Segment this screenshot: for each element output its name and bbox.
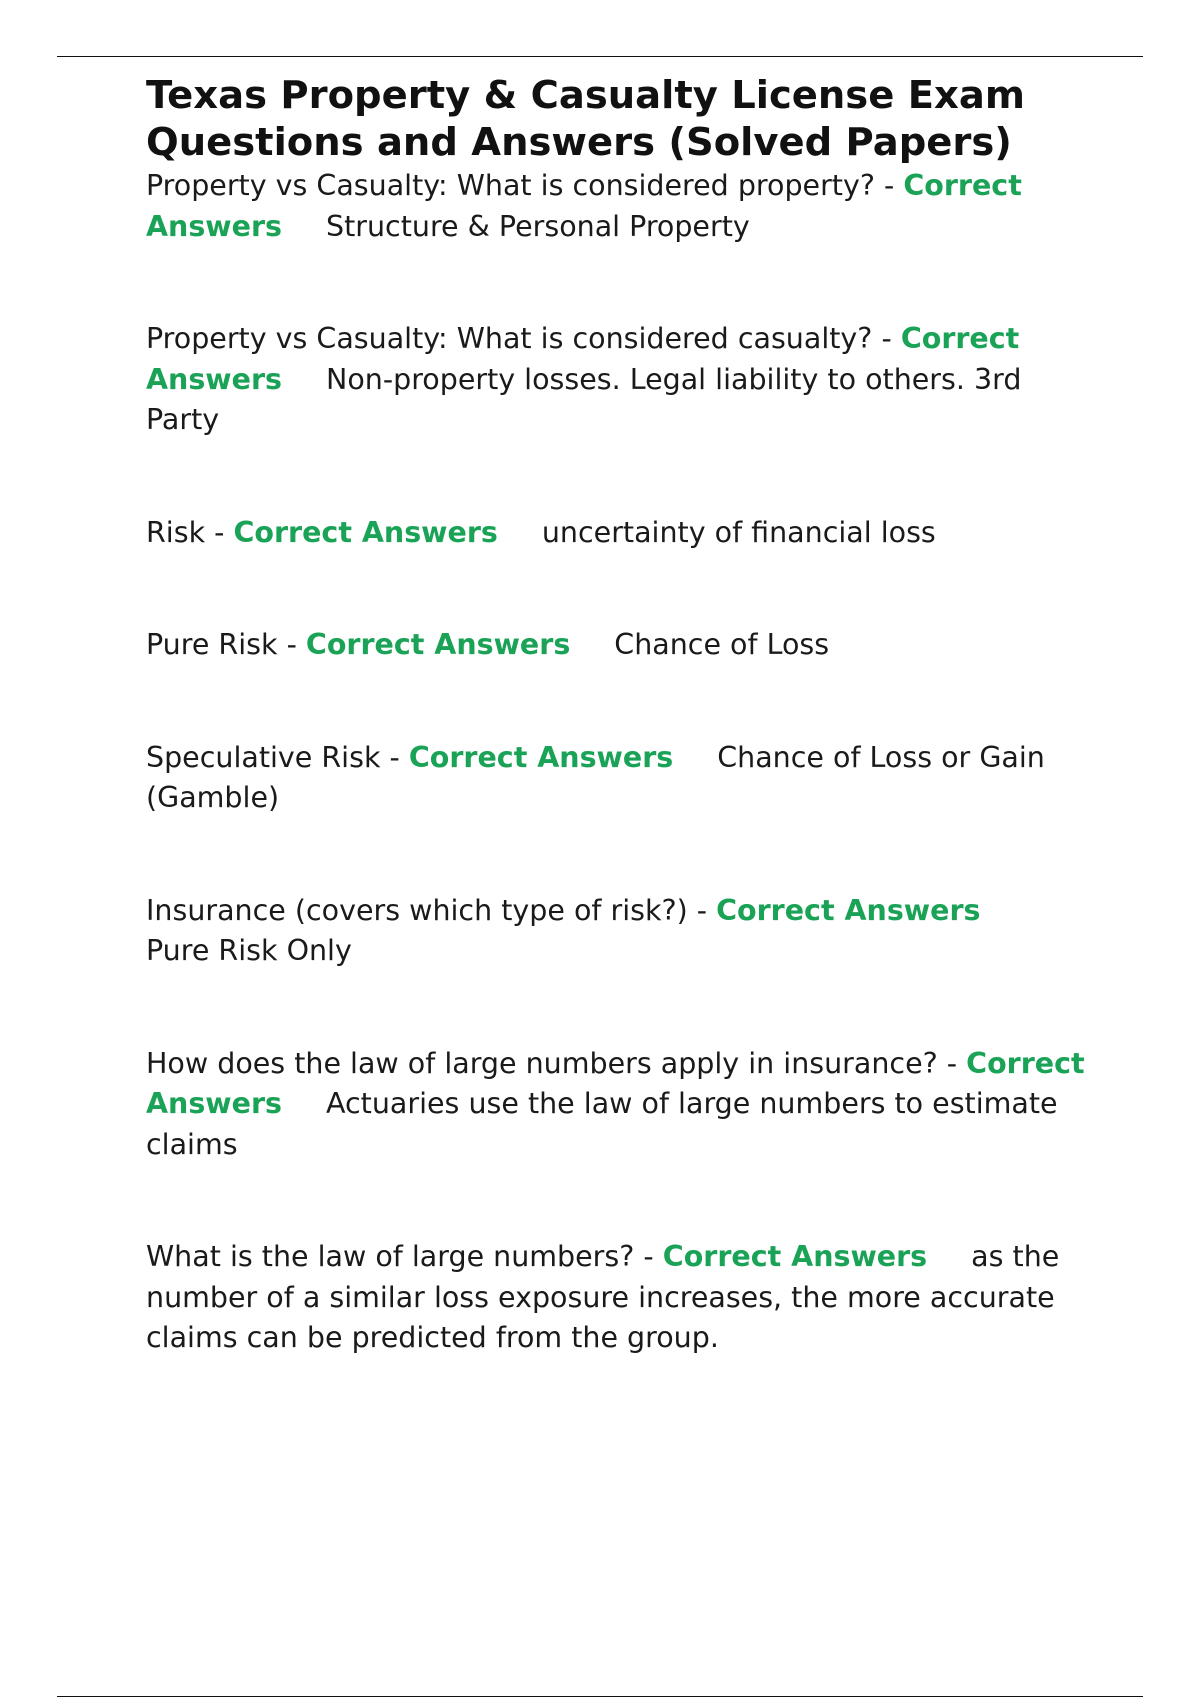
question-text: What is the law of large numbers?	[146, 1240, 635, 1273]
answer-text: Pure Risk Only	[146, 934, 352, 967]
qa-item: Property vs Casualty: What is considered casualty? - Correct Answers Non-property losses. Legal liability to others. 3rd Party	[146, 322, 1022, 436]
question-text: Risk	[146, 515, 206, 549]
correct-answers-label: Correct Answers	[146, 1046, 1085, 1120]
question-text: Insurance (covers which type of risk?)	[146, 893, 688, 927]
correct-answers-label: Correct Answers	[146, 169, 1022, 243]
answer-text: Actuaries use the law of large numbers to estimate claims	[146, 1087, 1058, 1161]
qa-item: How does the law of large numbers apply in insurance? - Correct Answers Actuaries use the law of large numbers to estimate claims	[146, 1046, 1085, 1161]
question-text: Pure Risk	[146, 628, 278, 661]
correct-answers-label: Correct Answers	[233, 515, 498, 549]
question-text: Property vs Casualty: What is considered property?	[146, 169, 875, 202]
qa-item: What is the law of large numbers? - Correct Answers as the number of a similar loss exposure increases, the more accurate claims can be predicted from the group.	[146, 1240, 1060, 1354]
answer-text: Chance of Loss or Gain (Gamble)	[146, 740, 1045, 814]
question-text: How does the law of large numbers apply in insurance?	[146, 1046, 938, 1080]
qa-item: Speculative Risk - Correct Answers Chance of Loss or Gain (Gamble)	[146, 740, 1045, 814]
header-rule	[57, 56, 1143, 57]
answer-text: Chance of Loss	[614, 628, 830, 661]
document-body	[146, 72, 1086, 1359]
qa-item: Risk - Correct Answers uncertainty of financial loss	[146, 515, 936, 549]
correct-answers-label: Correct Answers	[662, 1240, 928, 1273]
correct-answers-label: Correct Answers	[716, 893, 981, 927]
footer-rule	[57, 1696, 1143, 1697]
qa-list	[146, 166, 1086, 1359]
document-title: Texas Property & Casualty License Exam Questions and Answers (Solved Papers)	[146, 73, 1025, 165]
correct-answers-label: Correct Answers	[146, 322, 1020, 396]
qa-item: Property vs Casualty: What is considered property? - Correct Answers Structure & Personal Property	[146, 169, 1022, 243]
qa-item: Pure Risk - Correct Answers Chance of Loss	[146, 628, 830, 661]
answer-text: Non-property losses. Legal liability to others. 3rd Party	[146, 362, 1022, 436]
answer-text: uncertainty of financial loss	[541, 515, 936, 549]
qa-item: Insurance (covers which type of risk?) - Correct AnswersPure Risk Only	[146, 893, 981, 967]
correct-answers-label: Correct Answers	[305, 628, 571, 661]
question-text: Property vs Casualty: What is considered casualty?	[146, 322, 873, 355]
answer-text: Structure & Personal Property	[326, 209, 750, 243]
correct-answers-label: Correct Answers	[408, 740, 674, 774]
question-text: Speculative Risk	[146, 740, 381, 774]
answer-text: as the number of a similar loss exposure increases, the more accurate claims can be predicted from the group.	[146, 1240, 1060, 1354]
